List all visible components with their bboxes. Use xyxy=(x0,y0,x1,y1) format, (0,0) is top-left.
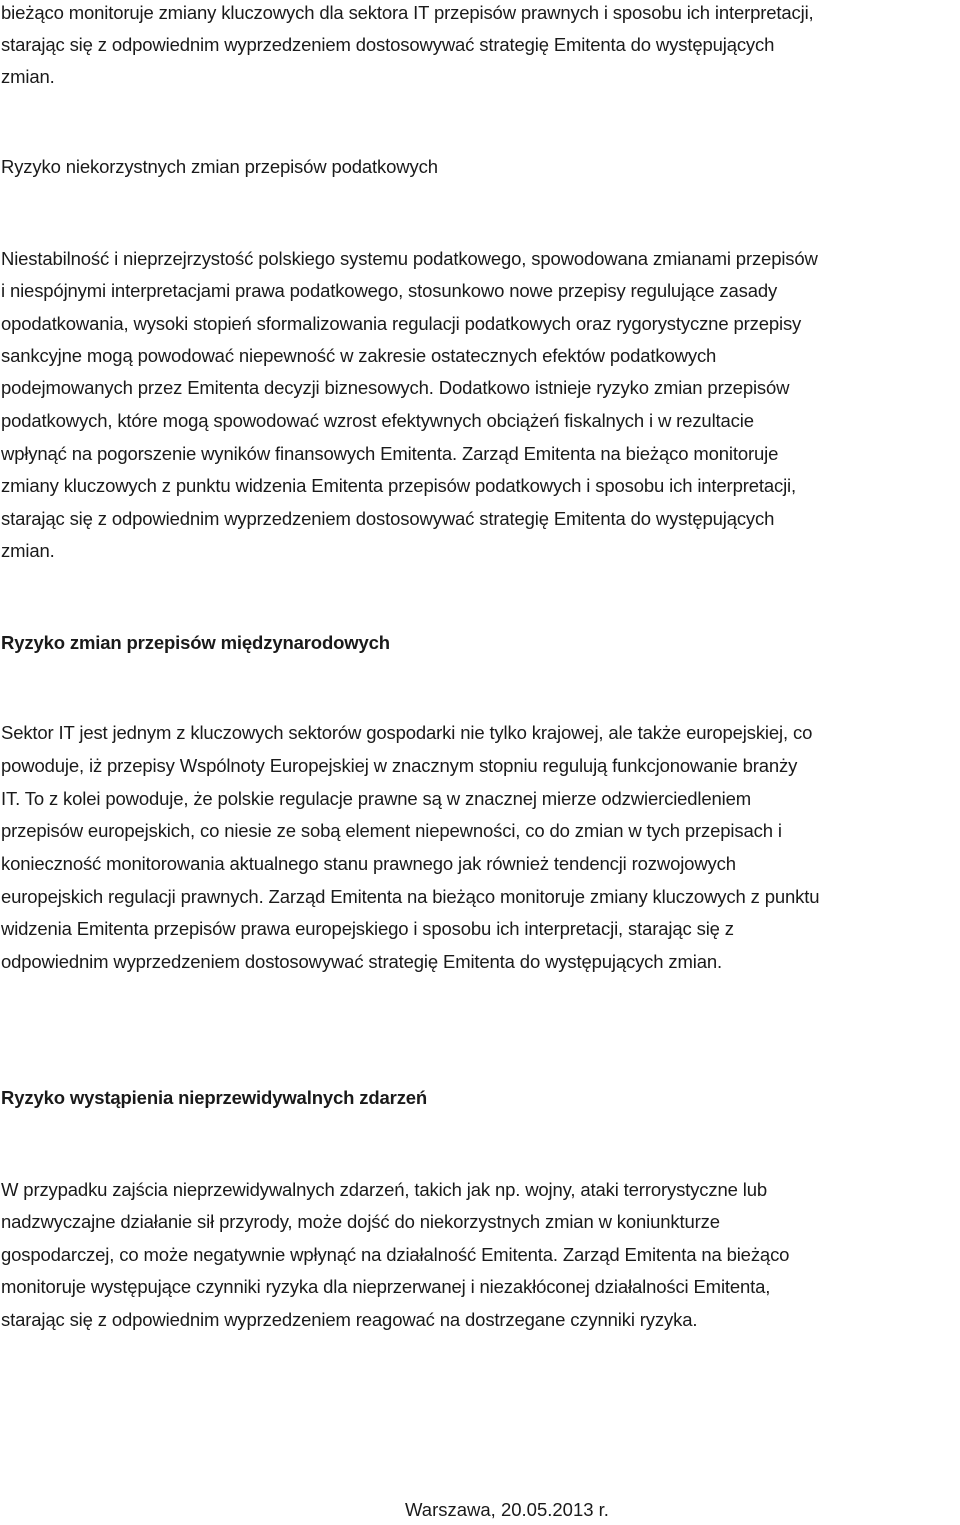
intro-line: starając się z odpowiednim wyprzedzeniem dostosowywać strategię Emitenta do występujących xyxy=(1,34,775,55)
paragraph-line: podatkowych, które mogą spowodować wzrost efektywnych obciążeń fiskalnych i w rezultacie xyxy=(1,410,754,431)
paragraph-line: gospodarczej, co może negatywnie wpłynąć na działalność Emitenta. Zarząd Emitenta na bieżąco xyxy=(1,1244,790,1265)
paragraph-line: odpowiednim wyprzedzeniem dostosowywać strategię Emitenta do występujących zmian. xyxy=(1,951,723,972)
place-date: Warszawa, 20.05.2013 r. xyxy=(405,1499,609,1520)
intro-line: zmian. xyxy=(1,66,55,87)
paragraph-line: Sektor IT jest jednym z kluczowych sektorów gospodarki nie tylko krajowej, ale także europejskiej, co xyxy=(1,722,813,743)
paragraph-line: europejskich regulacji prawnych. Zarząd Emitenta na bieżąco monitoruje zmiany kluczowych z punktu xyxy=(1,886,820,907)
paragraph-line: widzenia Emitenta przepisów prawa europejskiego i sposobu ich interpretacji, starając się z xyxy=(1,918,734,939)
paragraph-line: opodatkowania, wysoki stopień sformalizowania regulacji podatkowych oraz rygorystyczne przepisy xyxy=(1,313,802,334)
paragraph-line: IT. To z kolei powoduje, że polskie regulacje prawne są w znacznej mierze odzwierciedleniem xyxy=(1,788,752,809)
paragraph-line: monitoruje występujące czynniki ryzyka dla nieprzerwanej i niezakłóconej działalności Emitenta, xyxy=(1,1276,771,1297)
paragraph-line: starając się z odpowiednim wyprzedzeniem dostosowywać strategię Emitenta do występujących xyxy=(1,508,775,529)
paragraph-line: sankcyjne mogą powodować niepewność w zakresie ostatecznych efektów podatkowych xyxy=(1,345,717,366)
paragraph-line: i niespójnymi interpretacjami prawa podatkowego, stosunkowo nowe przepisy regulujące zasady xyxy=(1,280,778,301)
section-heading: Ryzyko niekorzystnych zmian przepisów podatkowych xyxy=(1,156,438,177)
paragraph-line: W przypadku zajścia nieprzewidywalnych zdarzeń, takich jak np. wojny, ataki terrorystyczne lub xyxy=(1,1179,767,1200)
paragraph-line: starając się z odpowiednim wyprzedzeniem reagować na dostrzegane czynniki ryzyka. xyxy=(1,1309,698,1330)
paragraph-line: przepisów europejskich, co niesie ze sobą element niepewności, co do zmian w tych przepisach i xyxy=(1,820,782,841)
paragraph-line: Niestabilność i nieprzejrzystość polskiego systemu podatkowego, spowodowana zmianami przepisów xyxy=(1,248,818,269)
paragraph-line: konieczność monitorowania aktualnego stanu prawnego jak również tendencji rozwojowych xyxy=(1,853,736,874)
section-heading: Ryzyko zmian przepisów międzynarodowych xyxy=(1,632,390,653)
paragraph-line: powoduje, iż przepisy Wspólnoty Europejskiej w znacznym stopniu regulują funkcjonowanie branży xyxy=(1,755,798,776)
intro-line: bieżąco monitoruje zmiany kluczowych dla sektora IT przepisów prawnych i sposobu ich interpretacji, xyxy=(1,2,814,23)
paragraph-line: wpłynąć na pogorszenie wyników finansowych Emitenta. Zarząd Emitenta na bieżąco monitoruje xyxy=(1,443,779,464)
paragraph-line: zmiany kluczowych z punktu widzenia Emitenta przepisów podatkowych i sposobu ich interpretacji, xyxy=(1,475,796,496)
paragraph-line: zmian. xyxy=(1,540,55,561)
section-heading: Ryzyko wystąpienia nieprzewidywalnych zdarzeń xyxy=(1,1087,428,1108)
paragraph-line: nadzwyczajne działanie sił przyrody, może dojść do niekorzystnych zmian w koniunkturze xyxy=(1,1211,720,1232)
paragraph-line: podejmowanych przez Emitenta decyzji biznesowych. Dodatkowo istnieje ryzyko zmian przepisów xyxy=(1,377,790,398)
